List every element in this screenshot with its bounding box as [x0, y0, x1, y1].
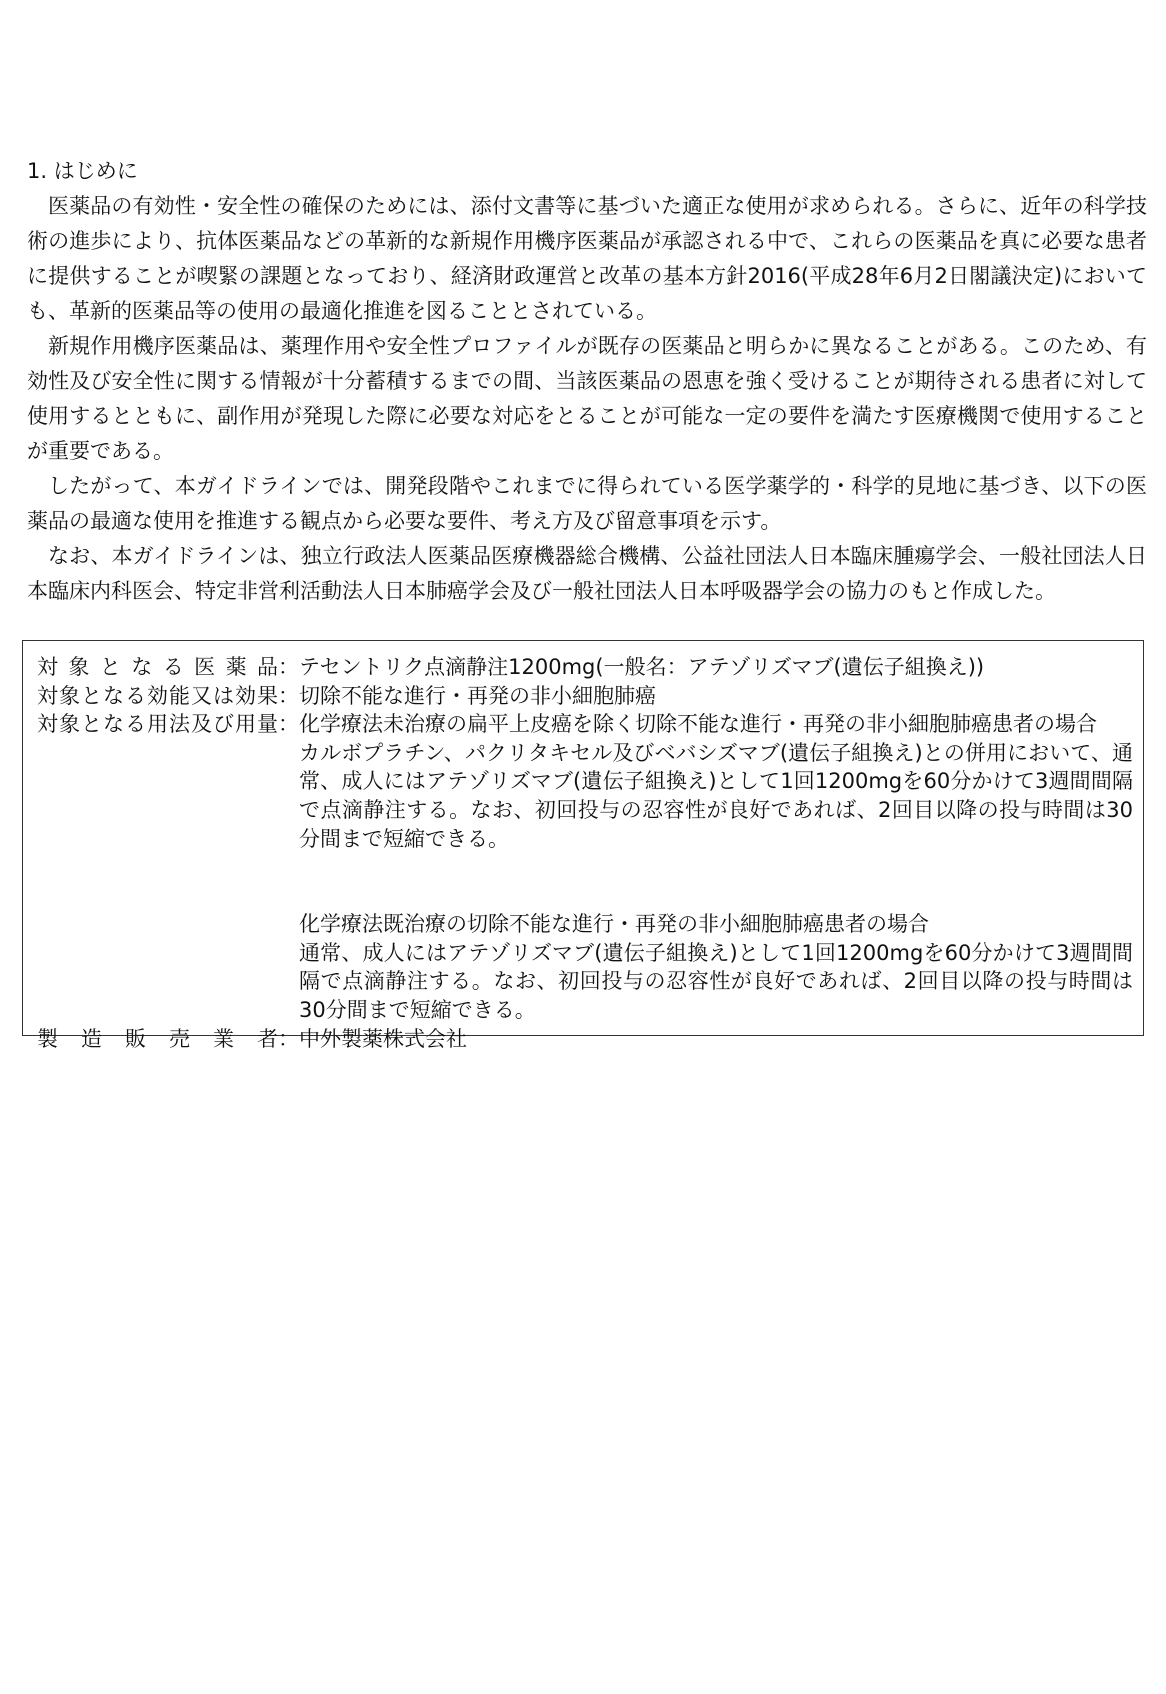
- colon: ：: [278, 712, 299, 737]
- paragraph: 新規作用機序医薬品は、薬理作用や安全性プロファイルが既存の医薬品と明らかに異なることがある。このため、有効性及び安全性に関する情報が十分蓄積するまでの間、当該医薬品の恩恵を強く受けることが期待される患者に対して使用するとともに、副作用が発現した際に必要な対応をとることが可能な一定の要件を満たす医療機関で使用することが重要である。: [27, 334, 1147, 463]
- dosage-line: カルボプラチン、パクリタキセル及びベバシズマブ(遺伝子組換え)との併用において、通常、成人にはアテゾリズマブ(遺伝子組換え)として1回1200mgを60分かけて3週間間隔で点滴静注する。なお、初回投与の忍容性が良好であれば、2回目以降の投与時間は30分間まで短縮できる。: [299, 740, 1133, 851]
- dosage-label: 対象となる用法及び用量: [37, 712, 278, 737]
- section-heading: 1. はじめに: [27, 159, 138, 183]
- paragraph: なお、本ガイドラインは、独立行政法人医薬品医療機器総合機構、公益社団法人日本臨床腫瘍学会、一般社団法人日本臨床内科医会、特定非営利活動法人日本肺癌学会及び一般社団法人日本呼吸器学会の協力のもと作成した。: [27, 544, 1147, 603]
- drug-label: 対象となる医薬品: [37, 655, 278, 679]
- dosage-value: [299, 710, 1133, 1024]
- colon: ：: [278, 1026, 299, 1051]
- drug-info-box: [22, 640, 1144, 1051]
- manufacturer-value: 中外製薬株式会社: [299, 1026, 467, 1051]
- indication-row: [37, 682, 1133, 711]
- dosage-line: [299, 853, 1133, 910]
- dosage-line: 通常、成人にはアテゾリズマブ(遺伝子組換え)として1回1200mgを60分かけて3週間間隔で点滴静注する。なお、初回投与の忍容性が良好であれば、2回目以降の投与時間は30分間まで短縮できる。: [299, 940, 1133, 1022]
- dosage-line: 化学療法未治療の扁平上皮癌を除く切除不能な進行・再発の非小細胞肺癌患者の場合: [299, 712, 1097, 737]
- colon: ：: [278, 683, 299, 708]
- manufacturer-row: [37, 1025, 1133, 1054]
- indication-label: 対象となる効能又は効果: [37, 683, 278, 708]
- manufacturer-label: 製造販売業者: [37, 1026, 278, 1051]
- indication-value: 切除不能な進行・再発の非小細胞肺癌: [299, 683, 656, 708]
- paragraph: 医薬品の有効性・安全性の確保のためには、添付文書等に基づいた適正な使用が求められる。さらに、近年の科学技術の進歩により、抗体医薬品などの革新的な新規作用機序医薬品が承認される中で、これらの医薬品を真に必要な患者に提供することが喫緊の課題となっており、経済財政運営と改革の基本方針2016(平成28年6月2日閣議決定)においても、革新的医薬品等の使用の最適化推進を図ることとされている。: [27, 194, 1147, 323]
- dosage-line: 化学療法既治療の切除不能な進行・再発の非小細胞肺癌患者の場合: [299, 912, 929, 937]
- paragraph: したがって、本ガイドラインでは、開発段階やこれまでに得られている医学薬学的・科学的見地に基づき、以下の医薬品の最適な使用を推進する観点から必要な要件、考え方及び留意事項を示す。: [27, 474, 1147, 533]
- drug-value: テセントリク点滴静注1200mg(一般名：アテゾリズマブ(遺伝子組換え)): [299, 655, 985, 679]
- dosage-row: [37, 710, 1133, 1024]
- drug-row: [37, 653, 1133, 682]
- intro-body: [27, 189, 1147, 609]
- colon: ：: [278, 655, 299, 679]
